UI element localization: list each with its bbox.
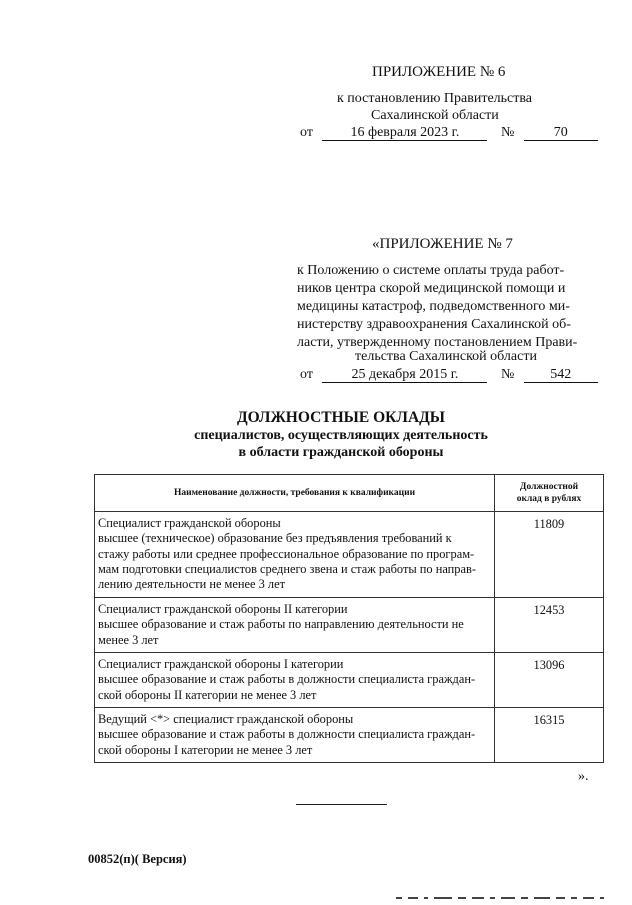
salary-header-line2: оклад в рублях bbox=[516, 494, 582, 504]
appendix6-date-row bbox=[300, 125, 598, 141]
salary-table bbox=[94, 474, 604, 763]
requirement-line: менее 3 лет bbox=[98, 632, 159, 647]
doc-heading-title: ДОЛЖНОСТНЫЕ ОКЛАДЫ bbox=[236, 409, 446, 426]
appendix7-line-3: нистерству здравоохранения Сахалинской об- bbox=[297, 317, 571, 332]
requirement-line: высшее образование и стаж работы по направлению деятельности не bbox=[98, 617, 464, 632]
separator-line bbox=[296, 804, 387, 805]
appendix6-number: 70 bbox=[524, 126, 598, 141]
position-cell bbox=[95, 653, 495, 708]
requirement-line: мам подготовки специалистов среднего звена и стаж работы по направ- bbox=[98, 561, 476, 576]
doc-heading-subtitle-2: в области гражданской обороны bbox=[238, 445, 444, 460]
requirement-line: ской обороны II категории не менее 3 лет bbox=[98, 687, 317, 702]
table-row bbox=[95, 653, 604, 708]
appendix6-date: 16 февраля 2023 г. bbox=[322, 126, 487, 141]
appendix7-date-row bbox=[300, 367, 598, 383]
appendix7-line-2: медицины катастроф, подведомственного ми- bbox=[297, 299, 570, 314]
closing-quote: ». bbox=[578, 769, 589, 784]
salary-cell: 11809 bbox=[495, 512, 604, 598]
doc-heading-subtitle-1: специалистов, осуществляющих деятельность bbox=[194, 428, 488, 443]
position-cell bbox=[95, 708, 495, 763]
requirement-line: высшее образование и стаж работы в должности специалиста граждан- bbox=[98, 672, 476, 687]
table-row bbox=[95, 512, 604, 598]
requirement-line: ской обороны I категории не менее 3 лет bbox=[98, 742, 313, 757]
appendix7-title: «ПРИЛОЖЕНИЕ № 7 bbox=[372, 236, 513, 252]
appendix7-from-label: от bbox=[300, 367, 313, 382]
table-header-salary bbox=[495, 475, 604, 512]
appendix6-num-label: № bbox=[500, 125, 515, 140]
footer-document-code: 00852(п)( Версия) bbox=[88, 852, 187, 866]
appendix7-line-0: к Положению о системе оплаты труда работ- bbox=[297, 263, 565, 278]
table-row bbox=[95, 598, 604, 653]
appendix7-line-4: ласти, утвержденному постановлением Прави- bbox=[297, 335, 578, 350]
position-cell bbox=[95, 512, 495, 598]
requirement-line: высшее образование и стаж работы в должности специалиста граждан- bbox=[98, 727, 476, 742]
table-row bbox=[95, 708, 604, 763]
appendix7-line-5: тельства Сахалинской области bbox=[355, 349, 537, 364]
position-title: Ведущий <*> специалист гражданской обороны bbox=[98, 712, 354, 726]
position-title: Специалист гражданской обороны I категории bbox=[98, 657, 344, 671]
appendix6-from-label: от bbox=[300, 125, 313, 140]
salary-header-line1: Должностной bbox=[519, 482, 579, 492]
appendix7-date: 25 декабря 2015 г. bbox=[322, 368, 487, 383]
table-header-position: Наименование должности, требования к квалификации bbox=[95, 475, 495, 512]
appendix7-num-label: № bbox=[500, 367, 515, 382]
salary-cell: 13096 bbox=[495, 653, 604, 708]
scan-artifact-dots bbox=[396, 886, 610, 904]
appendix6-line2: Сахалинской области bbox=[371, 108, 499, 123]
requirement-line: высшее (техническое) образование без предъявления требований к bbox=[98, 531, 452, 546]
appendix6-title: ПРИЛОЖЕНИЕ № 6 bbox=[372, 64, 506, 80]
salary-cell: 16315 bbox=[495, 708, 604, 763]
table-header-row bbox=[95, 475, 604, 512]
appendix6-line1: к постановлению Правительства bbox=[337, 91, 533, 106]
appendix7-line-1: ников центра скорой медицинской помощи и bbox=[297, 281, 566, 296]
appendix7-number: 542 bbox=[524, 368, 598, 383]
requirement-line: лению деятельности не менее 3 лет bbox=[98, 577, 286, 592]
position-title: Специалист гражданской обороны bbox=[98, 516, 281, 530]
position-title: Специалист гражданской обороны II категории bbox=[98, 602, 348, 616]
requirement-line: стажу работы или среднее профессиональное образование по програм- bbox=[98, 546, 475, 561]
salary-cell: 12453 bbox=[495, 598, 604, 653]
position-cell bbox=[95, 598, 495, 653]
